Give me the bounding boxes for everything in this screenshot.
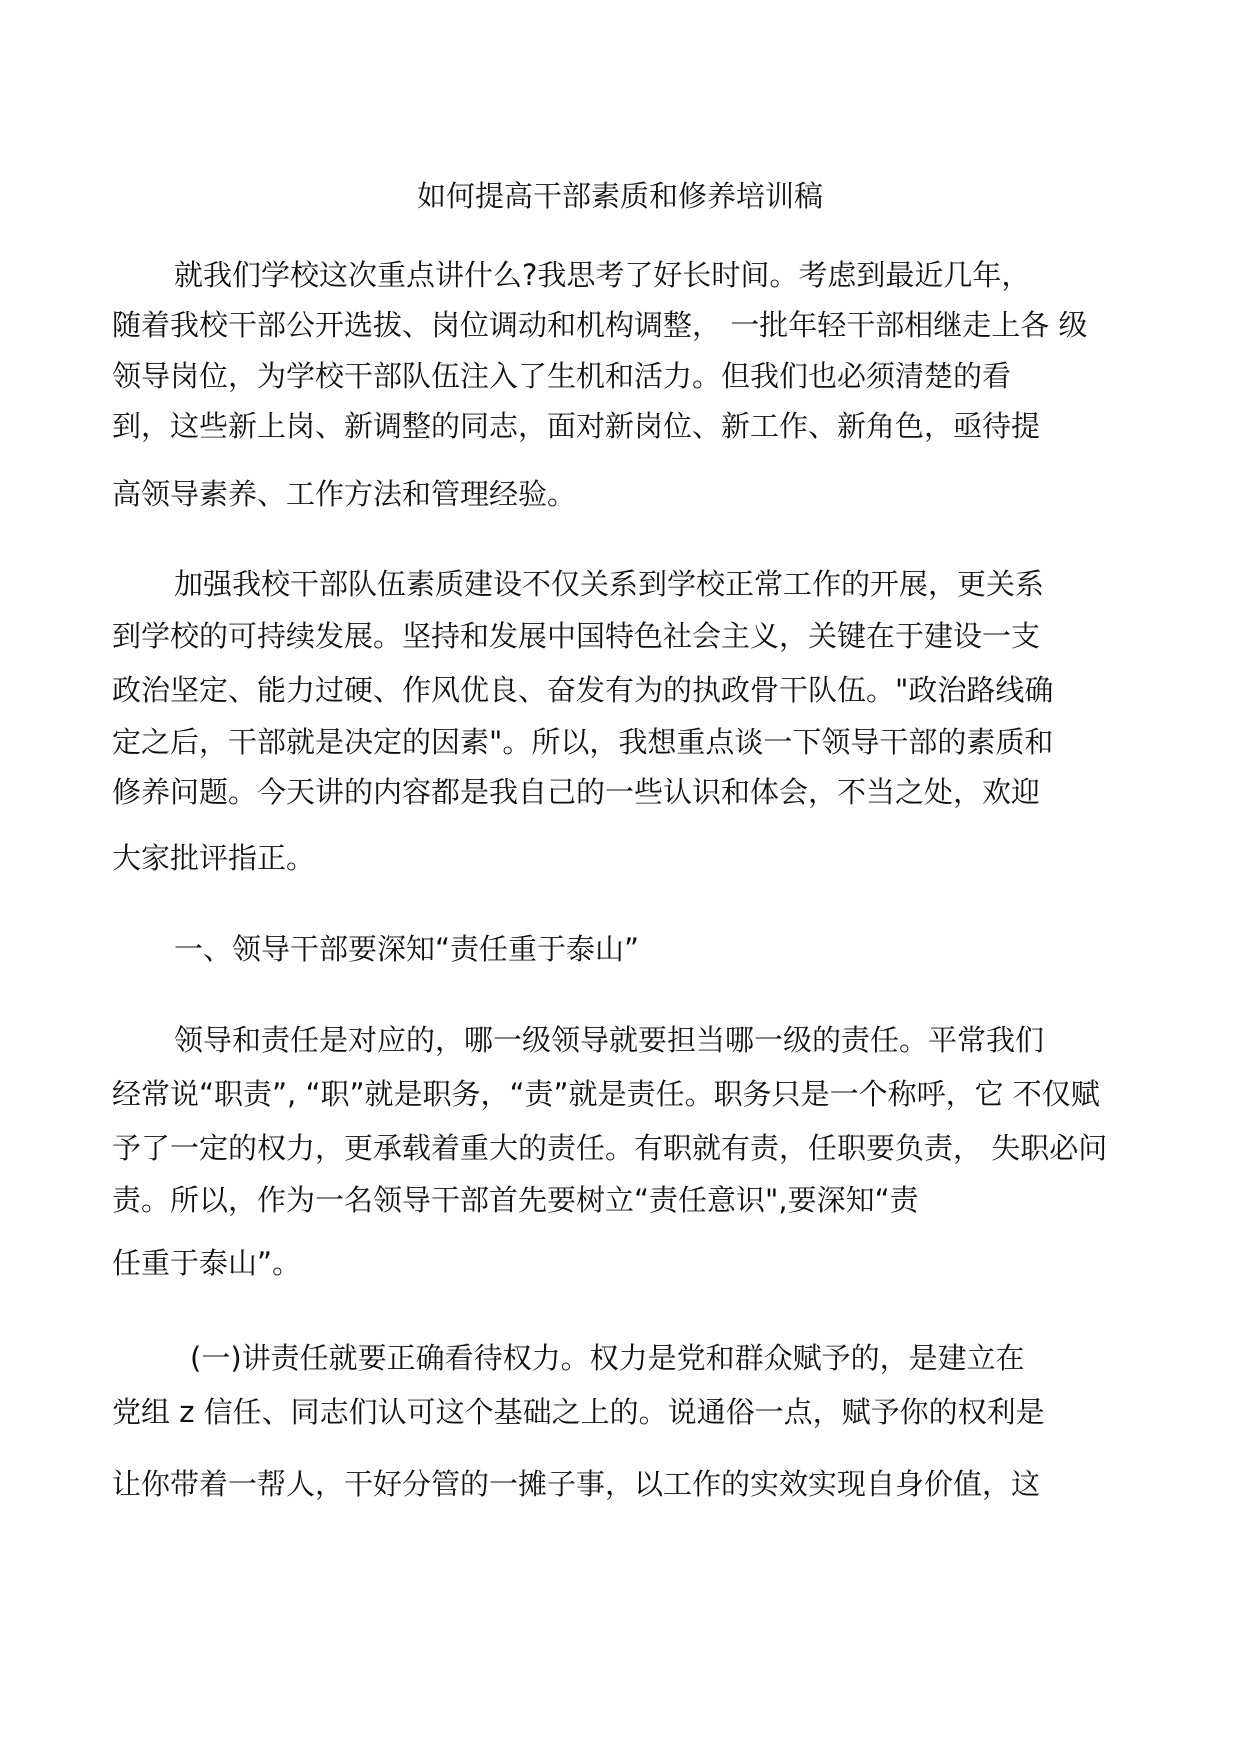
paragraph-line: 修养问题。今天讲的内容都是我自己的一些认识和体会，不当之处，欢迎 [112,775,1041,809]
paragraph-line: 政治坚定、能力过硬、作风优良、奋发有为的执政骨干队伍。"政治路线确 [112,673,1054,707]
paragraph-line: 领导岗位，为学校干部队伍注入了生机和活力。但我们也必须清楚的看 [112,359,1012,393]
paragraph-line: 定之后，干部就是决定的因素"。所以，我想重点谈一下领导干部的素质和 [112,725,1054,759]
paragraph-line: 随着我校干部公开选拔、岗位调动和机构调整， 一批年轻干部相继走上各 级 [112,308,1088,342]
paragraph-line: 领导和责任是对应的，哪一级领导就要担当哪一级的责任。平常我们 [174,1023,1045,1057]
paragraph-line: 任重于泰山”。 [112,1246,302,1280]
paragraph-line: (一)讲责任就要正确看待权力。权力是党和群众赋予的，是建立在 [190,1341,1025,1375]
paragraph-line: 加强我校干部队伍素质建设不仅关系到学校正常工作的开展，更关系 [174,567,1045,601]
paragraph-line: 党组 z 信任、同志们认可这个基础之上的。说通俗一点，赋予你的权利是 [112,1395,1045,1429]
paragraph-line: 到学校的可持续发展。坚持和发展中国特色社会主义，关键在于建设一支 [112,619,1041,653]
paragraph-line: 大家批评指正。 [112,841,316,875]
paragraph-line: 就我们学校这次重点讲什么?我思考了好长时间。考虑到最近几年， [174,258,1031,292]
paragraph-line: 让你带着一帮人，干好分管的一摊子事，以工作的实效实现自身价值，这 [112,1467,1041,1501]
section-heading: 一、领导干部要深知“责任重于泰山” [174,932,640,966]
paragraph-line: 经常说“职责”, “职”就是职务，“责”就是责任。职务只是一个称呼，它 不仅赋 [112,1077,1100,1111]
paragraph-line: 到，这些新上岗、新调整的同志，面对新岗位、新工作、新角色，亟待提 [112,409,1041,443]
paragraph-line: 予了一定的权力，更承载着重大的责任。有职就有责，任职要负责， 失职必问 [112,1131,1108,1165]
document-title: 如何提高干部素质和修养培训稿 [416,179,823,213]
paragraph-line: 责。所以，作为一名领导干部首先要树立“责任意识",要深知“责 [112,1183,919,1217]
paragraph-line: 高领导素养、工作方法和管理经验。 [112,477,577,511]
